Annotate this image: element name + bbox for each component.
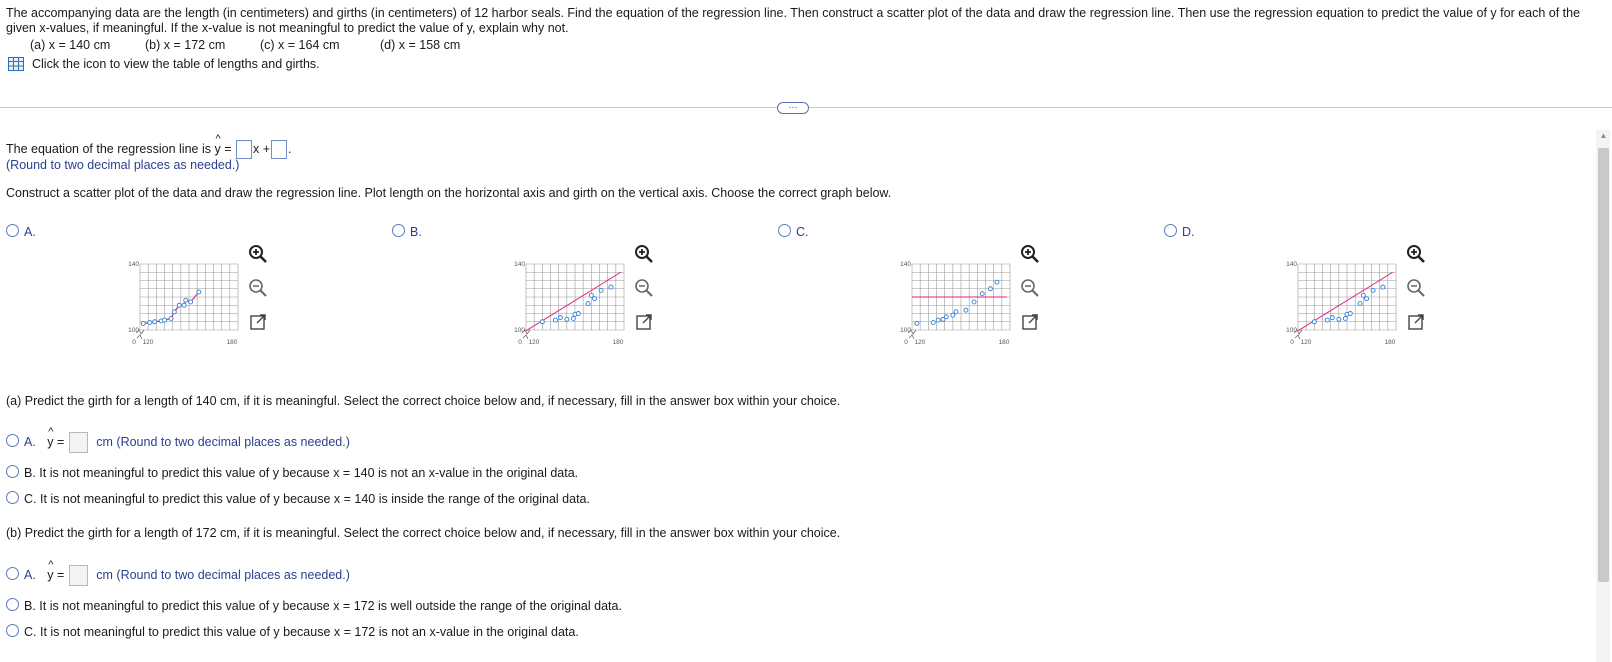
part-b-option-b-radio[interactable]: [6, 598, 19, 611]
part-b-option-c-text[interactable]: C. It is not meaningful to predict this value of y because x = 172 is not an x-value in the original data.: [24, 625, 579, 639]
data-point: [558, 316, 562, 320]
graph-option-b-letter[interactable]: B.: [410, 225, 422, 239]
graph-option-c-letter[interactable]: C.: [796, 225, 809, 239]
popout-icon[interactable]: [1018, 310, 1042, 334]
yhat-symbol: ^ y: [214, 132, 221, 156]
regression-equation-row: [6, 132, 292, 159]
graph-option-c-label[interactable]: [778, 224, 809, 239]
zoom-out-icon[interactable]: [1404, 276, 1428, 300]
data-point: [169, 316, 173, 320]
data-point: [593, 297, 597, 301]
data-point: [972, 300, 976, 304]
origin-label: 0: [518, 339, 522, 346]
data-point: [1371, 288, 1375, 292]
origin-label: 0: [1290, 339, 1294, 346]
data-point: [1361, 293, 1365, 297]
data-point: [163, 318, 167, 322]
part-a-yhat-letter: y: [47, 434, 54, 449]
data-point: [182, 303, 186, 307]
part-a-prompt: (a) Predict the girth for a length of 140 cm, if it is meaningful. Select the correct choice below and, if necessary, fill in the answer box within your choice.: [6, 394, 841, 408]
graph-option-a-letter[interactable]: A.: [24, 225, 36, 239]
origin-label: 0: [132, 339, 136, 346]
zoom-in-icon[interactable]: [246, 242, 270, 266]
data-point: [565, 317, 569, 321]
data-point: [197, 290, 201, 294]
data-point: [184, 298, 188, 302]
part-b-option-c-radio[interactable]: [6, 624, 19, 637]
part-a-option-c-radio[interactable]: [6, 491, 19, 504]
part-b-answer-input[interactable]: [69, 565, 88, 586]
data-point: [1358, 302, 1362, 306]
data-point: [540, 320, 544, 324]
data-point: [1381, 285, 1385, 289]
x-plus-text: x +: [252, 141, 270, 156]
slope-input[interactable]: [236, 140, 252, 159]
part-a-option-a[interactable]: [6, 425, 350, 453]
part-b-option-c[interactable]: [6, 624, 579, 639]
part-b-value: (b) x = 172 cm: [145, 38, 226, 52]
part-b-option-a-label[interactable]: A.: [24, 567, 36, 582]
graph-option-d[interactable]: [1164, 224, 1534, 364]
part-b-prompt: (b) Predict the girth for a length of 172 cm, if it is meaningful. Select the correct choice below and, if necessary, fill in the answer box within your choice.: [6, 526, 841, 540]
data-point: [189, 300, 193, 304]
part-a-equals: =: [53, 434, 68, 449]
part-b-option-a-radio[interactable]: [6, 567, 19, 580]
part-b-yhat-symbol: ^ y: [47, 558, 54, 582]
graph-option-a[interactable]: [6, 224, 376, 364]
y-tick-bottom: 100: [128, 327, 139, 334]
graph-option-a-label[interactable]: [6, 224, 36, 239]
data-point: [1365, 297, 1369, 301]
x-tick-left: 120: [914, 339, 926, 346]
regression-prefix: The equation of the regression line is: [6, 141, 215, 156]
data-point: [553, 318, 557, 322]
data-point: [954, 310, 958, 314]
y-tick-bottom: 100: [900, 327, 911, 334]
data-point: [571, 316, 575, 320]
expand-more-button[interactable]: …: [777, 102, 809, 114]
part-a-option-b-radio[interactable]: [6, 465, 19, 478]
zoom-out-icon[interactable]: [632, 276, 656, 300]
origin-label: 0: [904, 339, 908, 346]
zoom-in-icon[interactable]: [1018, 242, 1042, 266]
equation-period: .: [288, 141, 292, 156]
part-a-option-b-text[interactable]: B. It is not meaningful to predict this value of y because x = 140 is not an x-value in the original data.: [24, 466, 579, 480]
data-point: [995, 280, 999, 284]
x-tick-right: 180: [612, 339, 624, 346]
x-tick-left: 120: [1300, 339, 1312, 346]
question-text: The accompanying data are the length (in centimeters) and girths (in centimeters) of 12 harbor seals. Find the equation of the regression line. Then construct a scatter plot of the data and draw the regression line. Then use the regression equation to predict the value of y for each of the given x-values, if meaningful. If the x-value is not meaningful to predict the value of y, explain why not.: [6, 6, 1581, 35]
x-tick-right: 180: [226, 339, 238, 346]
data-point: [1348, 312, 1352, 316]
x-tick-right: 180: [1384, 339, 1396, 346]
data-point: [1325, 318, 1329, 322]
intercept-input[interactable]: [271, 140, 287, 159]
data-point: [951, 313, 955, 317]
data-point: [599, 288, 603, 292]
data-point: [1330, 316, 1334, 320]
data-point: [1343, 316, 1347, 320]
part-a-option-b[interactable]: [6, 465, 578, 480]
graph-option-b-radio[interactable]: [392, 224, 405, 237]
data-point: [141, 321, 145, 325]
regression-rounding-hint: (Round to two decimal places as needed.): [6, 158, 240, 172]
x-tick-left: 120: [528, 339, 540, 346]
scroll-up-arrow-icon[interactable]: ▲: [1599, 131, 1608, 140]
data-point: [964, 308, 968, 312]
y-tick-bottom: 100: [1286, 327, 1297, 334]
data-point: [944, 315, 948, 319]
part-a-option-a-rest: cm (Round to two decimal places as needed.): [96, 434, 350, 449]
part-a-value: (a) x = 140 cm: [30, 38, 111, 52]
y-tick-top: 140: [900, 261, 911, 268]
part-b-equals: =: [53, 567, 68, 582]
scatter-chart-d[interactable]: [1276, 256, 1406, 356]
scrollbar-thumb[interactable]: [1598, 148, 1609, 582]
part-a-option-a-label[interactable]: A.: [24, 434, 36, 449]
data-point: [576, 312, 580, 316]
data-point: [172, 310, 176, 314]
data-point: [936, 318, 940, 322]
scatter-chart-b[interactable]: [504, 256, 634, 356]
zoom-in-icon[interactable]: [1404, 242, 1428, 266]
part-a-option-a-radio[interactable]: [6, 434, 19, 447]
part-b-yhat-letter: y: [47, 567, 54, 582]
zoom-out-icon[interactable]: [246, 276, 270, 300]
scatter-chart-c[interactable]: [890, 256, 1020, 356]
table-link-text[interactable]: Click the icon to view the table of lengths and girths.: [32, 57, 320, 71]
part-b-option-a[interactable]: [6, 558, 350, 586]
data-point: [177, 303, 181, 307]
data-point: [1312, 320, 1316, 324]
x-tick-right: 180: [998, 339, 1010, 346]
zoom-in-icon[interactable]: [632, 242, 656, 266]
part-a-answer-input[interactable]: [69, 432, 88, 453]
scatter-chart-a[interactable]: [118, 256, 248, 356]
data-point: [988, 287, 992, 291]
data-point: [1337, 317, 1341, 321]
zoom-out-icon[interactable]: [1018, 276, 1042, 300]
table-icon[interactable]: [8, 57, 24, 71]
data-point: [589, 293, 593, 297]
data-point: [915, 321, 919, 325]
y-tick-top: 140: [514, 261, 525, 268]
part-a-option-c[interactable]: [6, 491, 590, 506]
graph-option-c[interactable]: [778, 224, 1148, 364]
yhat-letter: y: [214, 141, 221, 156]
data-point: [931, 321, 935, 325]
graph-option-b-label[interactable]: [392, 224, 422, 239]
part-a-yhat-symbol: ^ y: [47, 425, 54, 449]
data-point: [609, 285, 613, 289]
graph-option-a-radio[interactable]: [6, 224, 19, 237]
part-b-option-b[interactable]: [6, 598, 622, 613]
graph-option-b[interactable]: [392, 224, 762, 364]
part-d-value: (d) x = 158 cm: [380, 38, 461, 52]
y-tick-top: 140: [128, 261, 139, 268]
popout-icon[interactable]: [246, 310, 270, 334]
part-c-value: (c) x = 164 cm: [260, 38, 340, 52]
y-tick-bottom: 100: [514, 327, 525, 334]
scatter-prompt: Construct a scatter plot of the data and draw the regression line. Plot length on the horizontal axis and girth on the vertical axis. Choose the correct graph below.: [6, 186, 892, 200]
part-a-option-c-text[interactable]: C. It is not meaningful to predict this value of y because x = 140 is inside the range of the original data.: [24, 492, 590, 506]
graph-option-c-radio[interactable]: [778, 224, 791, 237]
popout-icon[interactable]: [1404, 310, 1428, 334]
data-point: [153, 320, 157, 324]
graph-option-d-label[interactable]: [1164, 224, 1195, 239]
y-tick-top: 140: [1286, 261, 1297, 268]
graph-option-d-letter[interactable]: D.: [1182, 225, 1195, 239]
equals-sign: =: [220, 141, 235, 156]
data-point: [980, 292, 984, 296]
data-point: [586, 302, 590, 306]
part-b-option-b-text[interactable]: B. It is not meaningful to predict this value of y because x = 172 is well outside the range of the original data.: [24, 599, 622, 613]
x-tick-left: 120: [142, 339, 154, 346]
graph-option-d-radio[interactable]: [1164, 224, 1177, 237]
table-link[interactable]: [8, 57, 320, 71]
data-point: [148, 321, 152, 325]
popout-icon[interactable]: [632, 310, 656, 334]
part-b-option-a-rest: cm (Round to two decimal places as needed.): [96, 567, 350, 582]
